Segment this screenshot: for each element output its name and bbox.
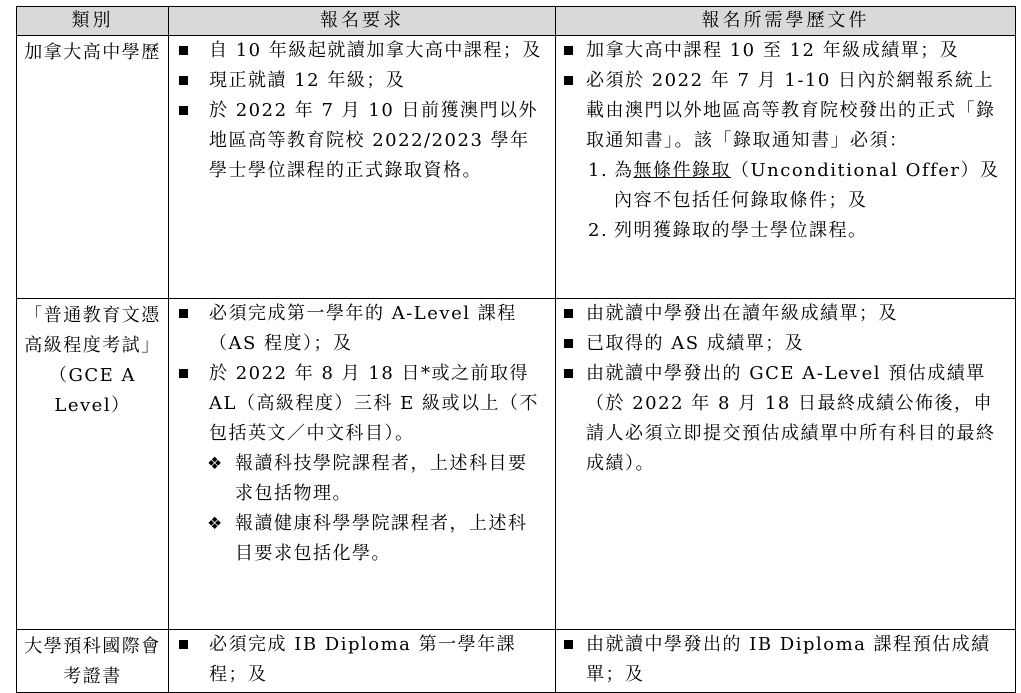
item-text: 列明獲錄取的學士學位課程。: [614, 220, 868, 241]
list-item: [169, 509, 555, 569]
list-item: 由就讀中學發出在讀年級成績單；及: [556, 299, 1015, 329]
underlined-text: 無條件錄取: [633, 160, 731, 181]
list-item: 必須於 2022 年 7 月 1-10 日內於網報系統上載由澳門以外地區高等教育院校發出的正式「錄取通知書」。該「錄取通知書」必須：: [556, 66, 1015, 156]
subject-requirements-list: [169, 449, 555, 569]
requirements-table: [16, 6, 1016, 693]
requirements-cell: [169, 36, 556, 299]
requirements-cell: [169, 299, 556, 630]
requirements-cell: [169, 630, 556, 693]
category-cell: [17, 630, 169, 693]
requirements-list: [169, 299, 555, 449]
table-header-row: [17, 7, 1016, 36]
category-gce-a-level: 「普通教育文憑高級程度考試」（GCE A Level）: [24, 305, 161, 416]
documents-cell: [556, 299, 1016, 630]
offer-conditions-list: [556, 156, 1015, 246]
category-cell: [17, 36, 169, 299]
list-item: 必須完成第一學年的 A-Level 課程（AS 程度）；及: [169, 299, 555, 359]
requirements-list: [169, 630, 555, 690]
category-ib: 大學預科國際會考證書: [24, 636, 161, 687]
documents-cell: [556, 36, 1016, 299]
item-text: 為: [614, 160, 634, 181]
list-item: 加拿大高中課程 10 至 12 年級成績單；及: [556, 36, 1015, 66]
diamond-bullet-icon: ❖: [207, 514, 224, 534]
list-item: 自 10 年級起就讀加拿大高中課程；及: [169, 36, 555, 66]
table-row: [17, 630, 1016, 693]
list-item: 於 2022 年 7 月 10 日前獲澳門以外地區高等教育院校 2022/2023 學年學士學位課程的正式錄取資格。: [169, 96, 555, 186]
documents-list: [556, 36, 1015, 156]
table-row: [17, 299, 1016, 630]
documents-list: [556, 630, 1015, 690]
documents-cell: [556, 630, 1016, 693]
category-canada: 加拿大高中學歷: [24, 42, 161, 63]
category-cell: [17, 299, 169, 630]
list-item: 於 2022 年 8 月 18 日*或之前取得 AL（高級程度）三科 E 級或以上（不包括英文／中文科目）。: [169, 359, 555, 449]
header-documents: 報名所需學歷文件: [556, 7, 1016, 36]
list-item: 已取得的 AS 成績單；及: [556, 329, 1015, 359]
item-text: 報讀健康科學學院課程者，上述科目要求包括化學。: [235, 513, 528, 564]
list-item: [556, 216, 1015, 246]
table-row: [17, 36, 1016, 299]
list-item: [556, 156, 1015, 216]
header-requirements: 報名要求: [169, 7, 556, 36]
list-item: 由就讀中學發出的 IB Diploma 課程預估成績單；及: [556, 630, 1015, 690]
item-text: 報讀科技學院課程者，上述科目要求包括物理。: [235, 453, 528, 504]
header-category: 類別: [17, 7, 169, 36]
item-text: （Unconditional Offer）及內容不包括任何錄取條件；及: [614, 160, 1000, 211]
item-number: 1.: [588, 160, 609, 181]
list-item: 由就讀中學發出的 GCE A-Level 預估成績單（於 2022 年 8 月 18 日最終成績公佈後，申請人必須立即提交預估成績單中所有科目的最終成績）。: [556, 359, 1015, 479]
requirements-list: [169, 36, 555, 186]
documents-list: [556, 299, 1015, 479]
list-item: [169, 449, 555, 509]
item-number: 2.: [588, 220, 609, 241]
list-item: 現正就讀 12 年級；及: [169, 66, 555, 96]
diamond-bullet-icon: ❖: [207, 454, 224, 474]
list-item: 必須完成 IB Diploma 第一學年課程；及: [169, 630, 555, 690]
